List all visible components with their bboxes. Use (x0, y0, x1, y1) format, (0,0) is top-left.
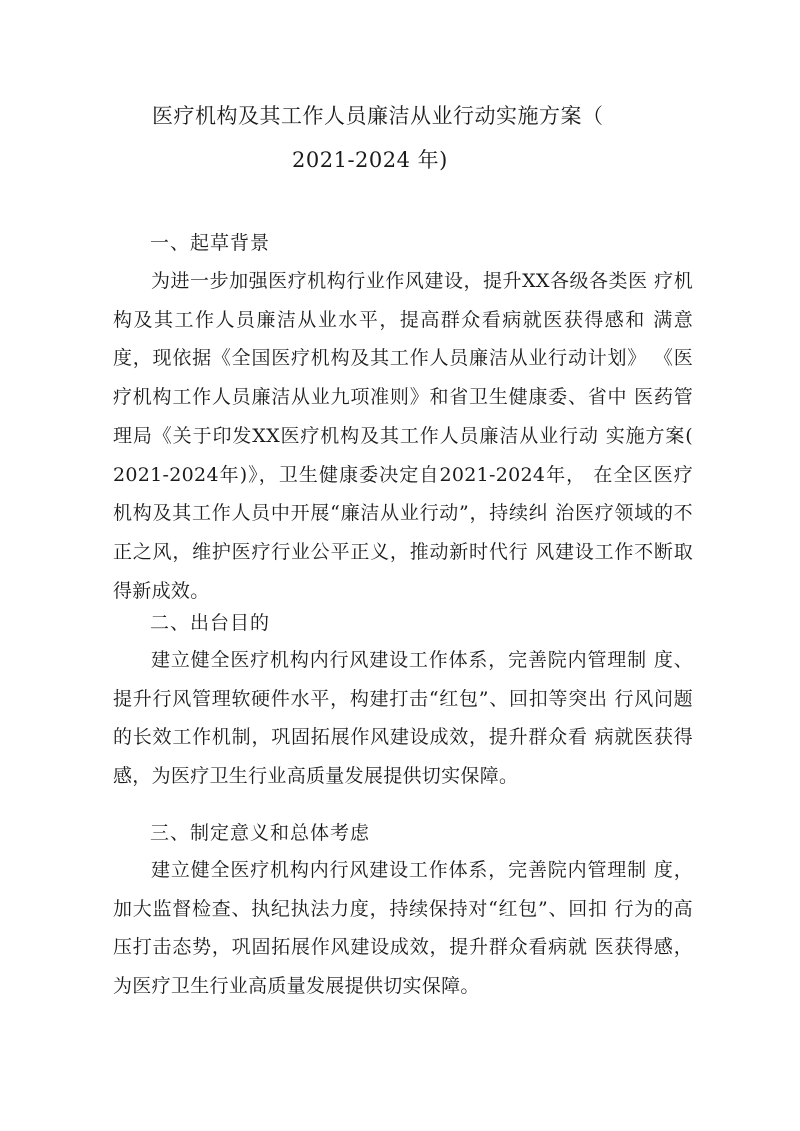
section-heading-purpose: 二、出台目的 (150, 612, 271, 634)
section-body-significance: 建立健全医疗机构内行风建设工作体系，完善院内管理制 度，加大监督检查、执纪执法力度，持续保持对“红包”、回扣 行为的高压打击态势，巩固拓展作风建设成效，提升群众看病就 医获得感，为医疗卫生行业高质量发展提供切实保障。 (113, 859, 693, 998)
document-title-line-2: 2021-2024 年) (292, 148, 448, 172)
section-heading-background: 一、起草背景 (150, 232, 271, 254)
section-body-background: 为进一步加强医疗机构行业作风建设，提升XX各级各类医 疗机构及其工作人员廉洁从业水平，提高群众看病就医获得感和 满意度，现依据《全国医疗机构及其工作人员廉洁从业行动计划》 《医疗机构工作人员廉洁从业九项准则》和省卫生健康委、省中 医药管理局《关于印发XX医疗机构及其工作人员廉洁从业行动 实施方案( 2021-2024年)》，卫生健康委决定自2021-2024年， 在全区医疗机构及其工作人员中开展“廉洁从业行动”，持续纠 治医疗领域的不正之风，维护医疗行业公平正义，推动新时代行 风建设工作不断取得新成效。 (113, 270, 693, 602)
document-title-line-1: 医疗机构及其工作人员廉洁从业行动实施方案（ (152, 104, 604, 128)
section-heading-significance: 三、制定意义和总体考虑 (150, 822, 371, 844)
section-body-purpose: 建立健全医疗机构内行风建设工作体系，完善院内管理制 度、提升行风管理软硬件水平，构建打击“红包”、回扣等突出 行风问题的长效工作机制，巩固拓展作风建设成效，提升群众看 病就医获得感，为医疗卫生行业高质量发展提供切实保障。 (113, 649, 693, 788)
